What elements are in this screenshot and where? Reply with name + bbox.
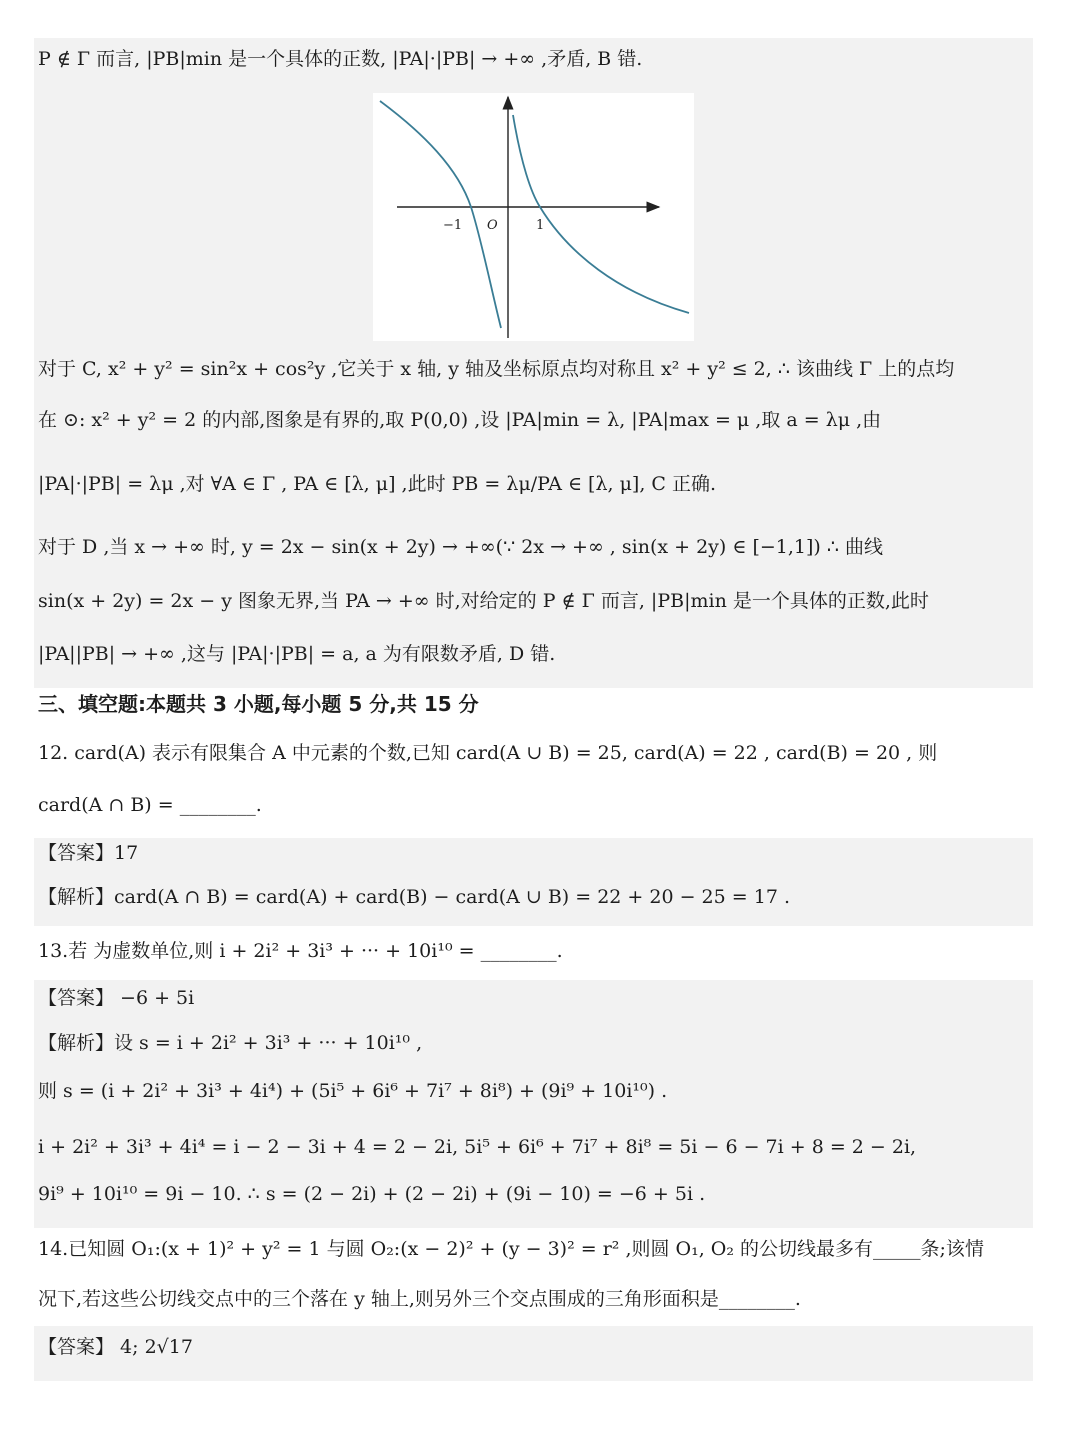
answer-12: 【答案】17	[38, 842, 139, 864]
analysis-13-line-3: i + 2i² + 3i³ + 4i⁴ = i − 2 − 3i + 4 = 2 − 2i, 5i⁵ + 6i⁶ + 7i⁷ + 8i⁸ = 5i − 6 − 7i + 8 = 2 − 2i,	[38, 1136, 917, 1158]
section-heading: 三、填空题:本题共 3 小题,每小题 5 分,共 15 分	[38, 692, 479, 716]
origin-label: O	[487, 218, 498, 233]
answer-13: 【答案】 −6 + 5i	[38, 987, 195, 1009]
question-14-line-2: 况下,若这些公切线交点中的三个落在 y 轴上,则另外三个交点围成的三角形面积是________.	[38, 1288, 801, 1310]
right-branch-curve	[513, 115, 689, 313]
text-line-d-3: |PA||PB| → +∞ ,这与 |PA|·|PB| = a, a 为有限数矛盾, D 错.	[38, 643, 556, 665]
text-line-c-2: 在 ⊙: x² + y² = 2 的内部,图象是有界的,取 P(0,0) ,设 |PA|min = λ, |PA|max = μ ,取 a = λμ ,由	[38, 409, 882, 431]
analysis-13-line-1: 【解析】设 s = i + 2i² + 3i³ + ··· + 10i¹⁰ ,	[38, 1032, 423, 1054]
question-12-line-2: card(A ∩ B) = ________.	[38, 794, 262, 816]
analysis-12: 【解析】card(A ∩ B) = card(A) + card(B) − card(A ∪ B) = 22 + 20 − 25 = 17 .	[38, 886, 790, 908]
curve-graph	[373, 93, 694, 341]
hyperbola-figure	[373, 93, 694, 341]
analysis-13-line-2: 则 s = (i + 2i² + 3i³ + 4i⁴) + (5i⁵ + 6i⁶ + 7i⁷ + 8i⁸) + (9i⁹ + 10i¹⁰) .	[38, 1080, 668, 1102]
question-14-line-1: 14.已知圆 O₁:(x + 1)² + y² = 1 与圆 O₂:(x − 2)² + (y − 3)² = r² ,则圆 O₁, O₂ 的公切线最多有_____条;该情	[38, 1238, 984, 1260]
tick-label-neg-one: −1	[443, 218, 463, 233]
text-line-c-1: 对于 C, x² + y² = sin²x + cos²y ,它关于 x 轴, y 轴及坐标原点均对称且 x² + y² ≤ 2, ∴ 该曲线 Γ 上的点均	[38, 358, 955, 380]
text-line-c-3: |PA|·|PB| = λμ ,对 ∀A ∈ Γ , PA ∈ [λ, μ] ,此时 PB = λμ/PA ∈ [λ, μ], C 正确.	[38, 473, 717, 495]
analysis-13-line-4: 9i⁹ + 10i¹⁰ = 9i − 10. ∴ s = (2 − 2i) + (2 − 2i) + (9i − 10) = −6 + 5i .	[38, 1183, 706, 1205]
left-branch-curve	[380, 101, 501, 328]
answer-14: 【答案】 4; 2√17	[38, 1336, 193, 1358]
question-13: 13.若 为虚数单位,则 i + 2i² + 3i³ + ··· + 10i¹⁰ = ________.	[38, 940, 563, 962]
question-12-line-1: 12. card(A) 表示有限集合 A 中元素的个数,已知 card(A ∪ B) = 25, card(A) = 22 , card(B) = 20 , 则	[38, 742, 938, 764]
answer-block-12	[34, 838, 1033, 926]
tick-label-one: 1	[536, 218, 545, 233]
text-line-b-conclusion: P ∉ Γ 而言, |PB|min 是一个具体的正数, |PA|·|PB| → +∞ ,矛盾, B 错.	[38, 48, 643, 70]
text-line-d-1: 对于 D ,当 x → +∞ 时, y = 2x − sin(x + 2y) → +∞(∵ 2x → +∞ , sin(x + 2y) ∈ [−1,1]) ∴ 曲线	[38, 536, 883, 558]
text-line-d-2: sin(x + 2y) = 2x − y 图象无界,当 PA → +∞ 时,对给定的 P ∉ Γ 而言, |PB|min 是一个具体的正数,此时	[38, 590, 929, 612]
